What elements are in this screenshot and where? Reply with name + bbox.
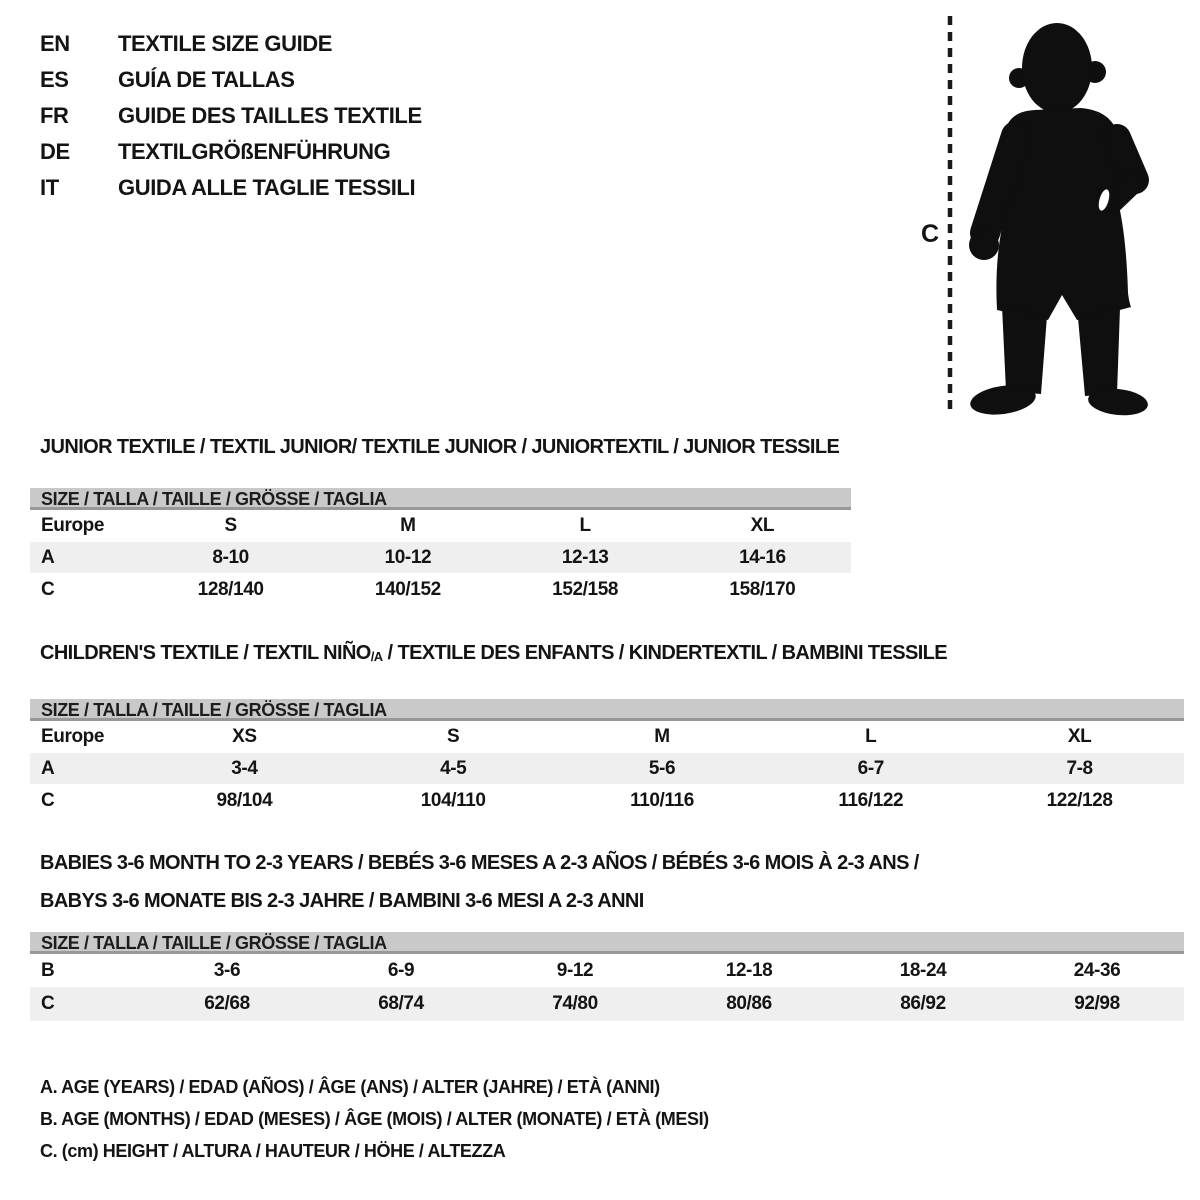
table-row (30, 784, 1184, 817)
babies-size-table (30, 932, 1184, 1021)
months-cell: 24-36 (1073, 959, 1121, 981)
babies-section-title-line2: BABYS 3-6 MONATE BIS 2-3 JAHRE / BAMBINI 3-6 MESI A 2-3 ANNI (40, 890, 644, 912)
height-cell: 110/116 (630, 789, 694, 811)
toddler-silhouette (968, 23, 1149, 418)
table-row (30, 721, 1184, 753)
legend-line-a: A. AGE (YEARS) / EDAD (AÑOS) / ÂGE (ANS) / ALTER (JAHRE) / ETÀ (ANNI) (40, 1077, 660, 1097)
size-cell: XS (232, 726, 257, 747)
height-cell: 152/158 (552, 578, 619, 600)
height-cell: 74/80 (552, 993, 598, 1014)
junior-table-header: SIZE / TALLA / TAILLE / GRÖSSE / TAGLIA (30, 488, 851, 510)
legend-line-c: C. (cm) HEIGHT / ALTURA / HAUTEUR / HÖHE / ALTEZZA (40, 1141, 506, 1161)
height-label-c: C (921, 220, 939, 248)
row-label-c: C (41, 578, 55, 600)
lang-row-de (40, 134, 422, 170)
table-row (30, 954, 1184, 987)
months-cell: 6-9 (387, 959, 415, 981)
lang-label-es: GUÍA DE TALLAS (118, 67, 295, 92)
height-cell: 86/92 (900, 993, 946, 1014)
size-cell: S (447, 726, 460, 747)
size-cell: M (654, 726, 670, 747)
lang-row-it (40, 170, 422, 206)
babies-table-header: SIZE / TALLA / TAILLE / GRÖSSE / TAGLIA (30, 932, 1184, 954)
age-cell: 6-7 (857, 757, 884, 779)
lang-code-fr: FR (40, 103, 69, 128)
height-cell: 140/152 (374, 578, 441, 600)
height-cell: 122/128 (1046, 789, 1113, 811)
size-cell: M (400, 515, 416, 536)
height-cell: 62/68 (204, 993, 250, 1014)
legend (40, 1071, 709, 1167)
row-label-c: C (41, 993, 55, 1014)
table-row (30, 542, 851, 573)
months-cell: 12-18 (725, 959, 773, 981)
age-cell: 8-10 (212, 546, 249, 568)
size-cell: XL (1067, 726, 1092, 747)
legend-line-b: B. AGE (MONTHS) / EDAD (MESES) / ÂGE (MOIS) / ALTER (MONATE) / ETÀ (MESI) (40, 1109, 709, 1129)
table-row (30, 573, 851, 606)
months-cell: 9-12 (556, 959, 594, 981)
children-size-table (30, 699, 1184, 817)
height-cell: 68/74 (378, 993, 424, 1014)
table-row (30, 753, 1184, 784)
age-cell: 7-8 (1066, 757, 1093, 779)
height-cell: 80/86 (726, 993, 772, 1014)
age-cell: 12-13 (561, 546, 609, 568)
children-section-title (40, 642, 947, 665)
junior-size-table (30, 488, 851, 606)
lang-row-es (40, 62, 422, 98)
lang-code-it: IT (40, 175, 59, 200)
height-cell: 116/122 (838, 789, 904, 811)
height-cell: 98/104 (216, 789, 273, 811)
lang-row-fr (40, 98, 422, 134)
height-cell: 104/110 (420, 789, 486, 811)
months-cell: 3-6 (213, 959, 241, 981)
lang-code-de: DE (40, 139, 70, 164)
row-label-europe: Europe (41, 726, 105, 747)
children-title-rest: / TEXTILE DES ENFANTS / KINDERTEXTIL / BAMBINI TESSILE (382, 642, 948, 664)
height-cell: 128/140 (197, 578, 264, 600)
age-cell: 4-5 (440, 757, 467, 779)
size-cell: L (579, 515, 591, 536)
row-label-a: A (41, 757, 55, 779)
junior-section-title: JUNIOR TEXTILE / TEXTIL JUNIOR/ TEXTILE JUNIOR / JUNIORTEXTIL / JUNIOR TESSILE (40, 436, 840, 458)
table-row (30, 510, 851, 542)
age-cell: 5-6 (648, 757, 676, 779)
size-cell: L (865, 726, 877, 747)
age-cell: 3-4 (231, 757, 258, 779)
children-title-sub: /A (370, 649, 383, 664)
lang-label-it: GUIDA ALLE TAGLIE TESSILI (118, 175, 416, 200)
height-cell: 92/98 (1074, 993, 1120, 1014)
children-title-main: CHILDREN'S TEXTILE / TEXTIL NIÑO (40, 642, 371, 664)
babies-section-title-line1: BABIES 3-6 MONTH TO 2-3 YEARS / BEBÉS 3-6 MESES A 2-3 AÑOS / BÉBÉS 3-6 MOIS À 2-3 ANS / (40, 852, 919, 874)
toddler-height-figure (905, 8, 1200, 420)
lang-code-es: ES (40, 67, 69, 92)
lang-code-en: EN (40, 31, 70, 56)
row-label-b: B (41, 959, 55, 981)
age-cell: 10-12 (384, 546, 432, 568)
height-cell: 158/170 (729, 578, 796, 600)
months-cell: 18-24 (899, 959, 947, 981)
lang-row-en (40, 26, 422, 62)
lang-label-en: TEXTILE SIZE GUIDE (118, 31, 333, 56)
row-label-europe: Europe (41, 515, 105, 536)
size-cell: XL (750, 515, 775, 536)
row-label-c: C (41, 789, 55, 811)
children-table-header: SIZE / TALLA / TAILLE / GRÖSSE / TAGLIA (30, 699, 1184, 721)
row-label-a: A (41, 546, 55, 568)
lang-label-de: TEXTILGRÖßENFÜHRUNG (118, 139, 391, 164)
lang-label-fr: GUIDE DES TAILLES TEXTILE (118, 103, 422, 128)
language-header (40, 26, 422, 206)
age-cell: 14-16 (739, 546, 786, 568)
size-cell: S (224, 515, 237, 536)
table-row (30, 987, 1184, 1021)
